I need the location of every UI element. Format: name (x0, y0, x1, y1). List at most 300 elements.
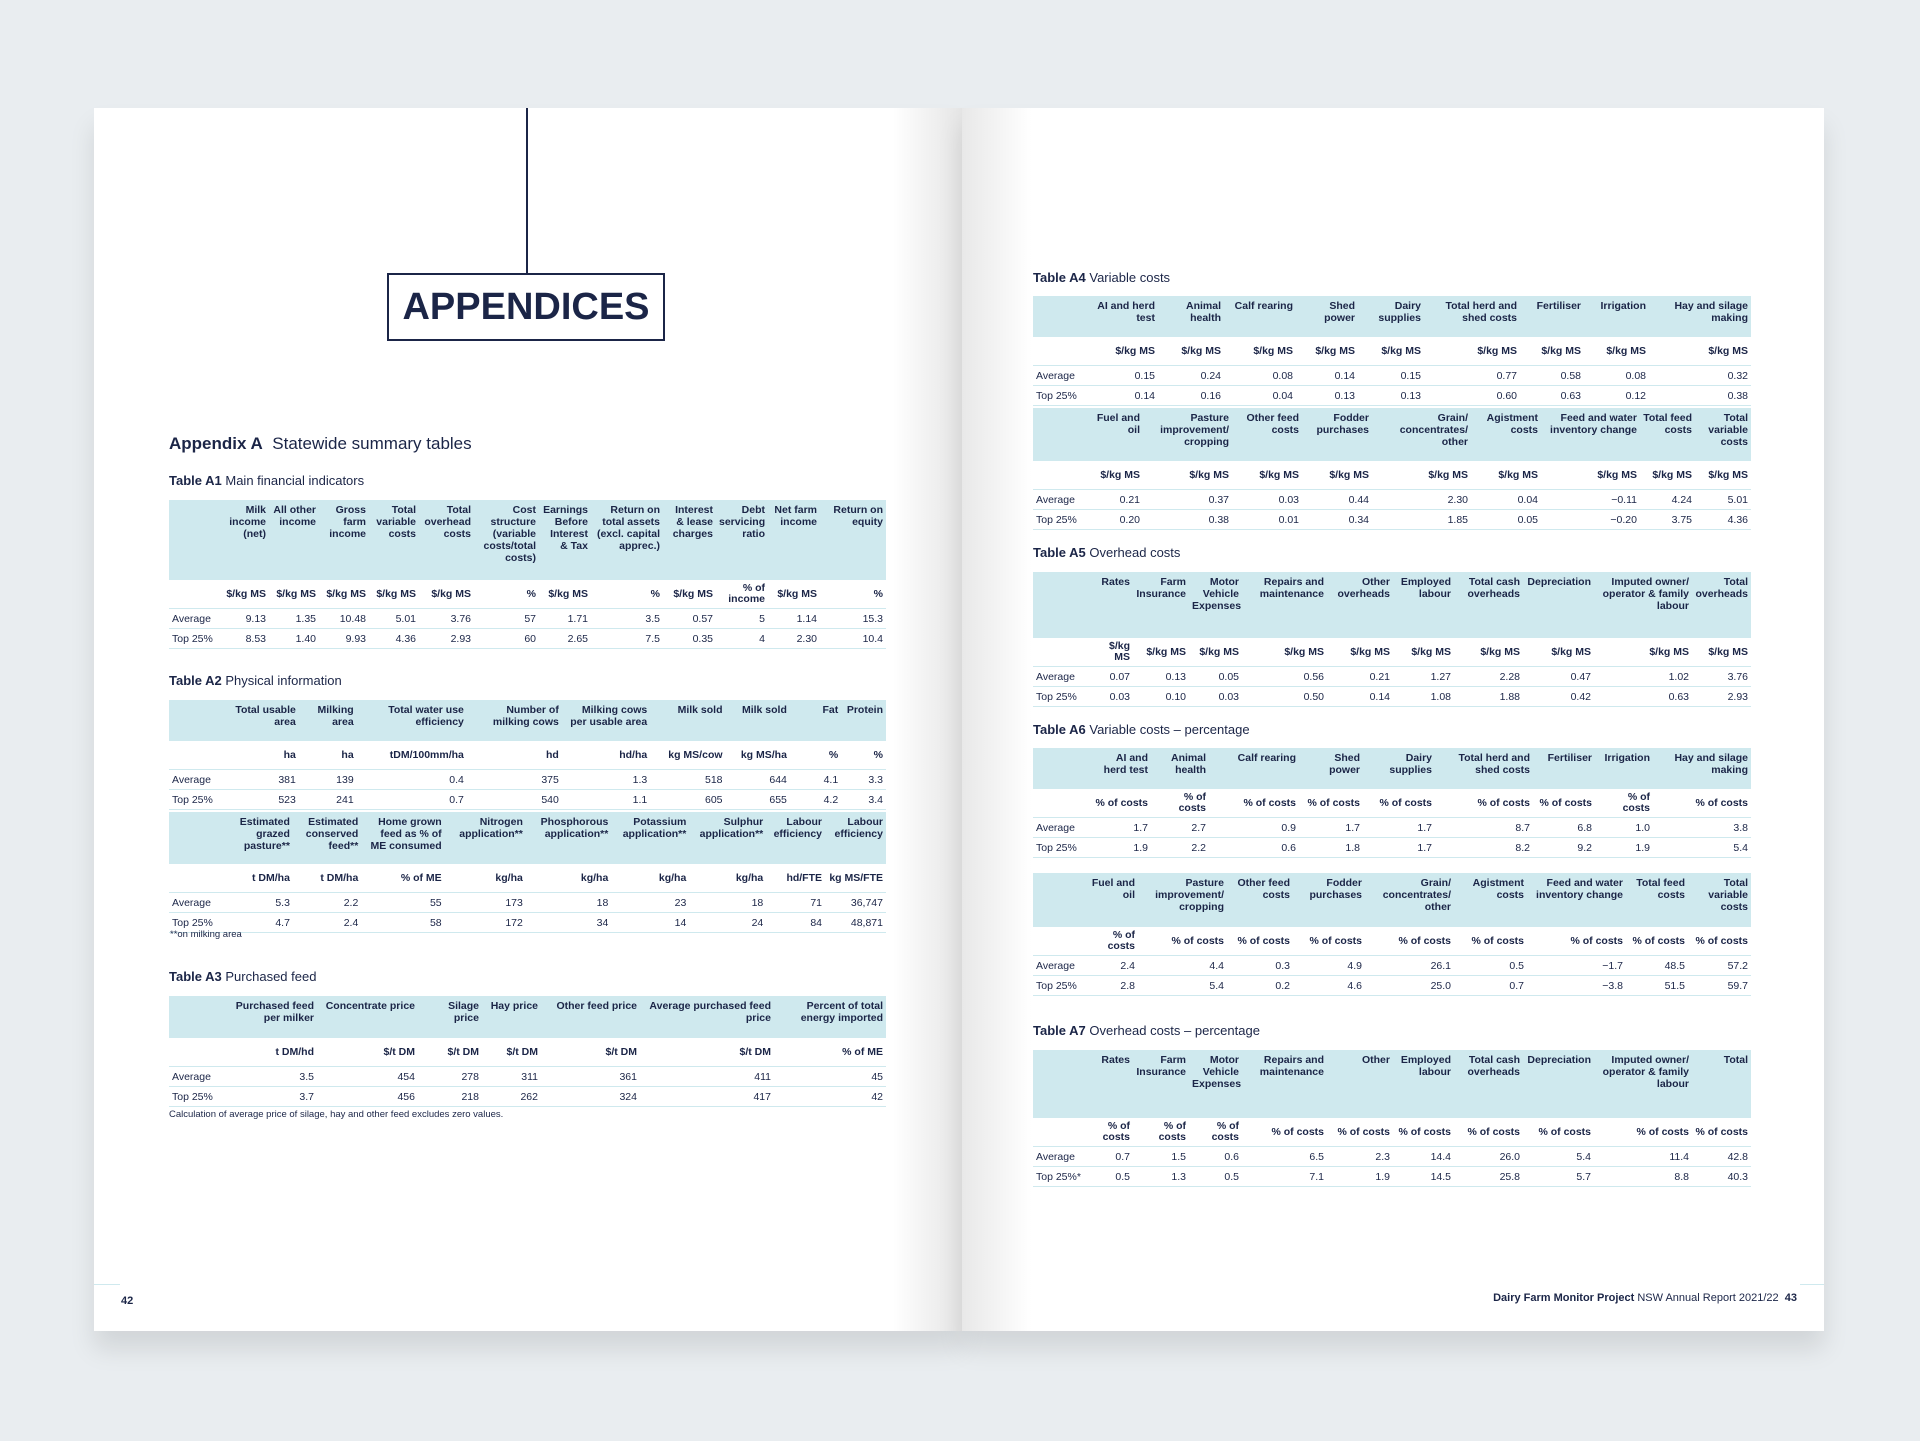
table-cell: 454 (317, 1067, 418, 1087)
unit-cell: hd (467, 741, 562, 770)
page-heading: APPENDICES (402, 285, 650, 328)
table-cell: 2.30 (768, 629, 820, 649)
table-cell: 411 (640, 1067, 774, 1087)
table-cell: 0.14 (1327, 687, 1393, 707)
column-header: Labour efficiency (766, 812, 825, 864)
table-cell: 4.9 (1293, 956, 1365, 976)
table-cell: 1.5 (1133, 1147, 1189, 1167)
table-cell: −3.8 (1527, 976, 1626, 996)
column-header: Labour efficiency (825, 812, 886, 864)
table-cell: 0.05 (1471, 510, 1541, 530)
table-header-row (1033, 1050, 1751, 1118)
column-header: Debt servicing ratio (716, 500, 768, 580)
table-cell: 58 (361, 913, 444, 933)
unit-cell: $/kg MS (369, 580, 419, 609)
column-header: Gross farm income (319, 500, 369, 580)
unit-cell: % of costs (1227, 927, 1293, 956)
table-cell: 1.1 (562, 790, 650, 810)
right-page (962, 108, 1824, 1331)
table-cell: 4.4 (1138, 956, 1227, 976)
unit-cell: t DM/hd (219, 1038, 317, 1067)
table-cell: 361 (541, 1067, 640, 1087)
table-cell: 1.85 (1372, 510, 1471, 530)
table-cell: 1.40 (269, 629, 319, 649)
table-a7 (1033, 1050, 1751, 1187)
table-cell: 3.76 (419, 609, 474, 629)
table-a2-title: Table A2 Physical information (169, 673, 342, 688)
column-header: Total herd and shed costs (1435, 748, 1533, 789)
column-header: Grain/ concentrates/ other (1372, 408, 1471, 461)
table-cell: 2.7 (1151, 818, 1209, 838)
column-header: Other feed costs (1232, 408, 1302, 461)
unit-cell: $/kg MS (1296, 337, 1358, 366)
column-header: Total variable costs (1695, 408, 1751, 461)
table-row (1033, 1147, 1751, 1167)
table-cell: 1.3 (1133, 1167, 1189, 1187)
unit-cell (169, 1038, 219, 1067)
row-label: Average (169, 893, 222, 913)
unit-cell: % of costs (1138, 927, 1227, 956)
row-label: Average (169, 770, 224, 790)
table-units-row (169, 580, 886, 609)
unit-cell (169, 741, 224, 770)
table-cell: 0.42 (1523, 687, 1594, 707)
column-header: Repairs and maintenance (1242, 1050, 1327, 1118)
unit-cell: $/kg MS (319, 580, 369, 609)
unit-cell: % (790, 741, 841, 770)
table-cell: 1.02 (1594, 667, 1692, 687)
table-cell: 1.88 (1454, 687, 1523, 707)
unit-cell: kg/ha (526, 864, 611, 893)
table-cell: 5.01 (369, 609, 419, 629)
column-header: Grain/ concentrates/ other (1365, 873, 1454, 927)
unit-cell: $/kg MS (1242, 638, 1327, 667)
table-a5-title: Table A5 Overhead costs (1033, 545, 1181, 560)
table-cell: 59.7 (1688, 976, 1751, 996)
table-cell: 139 (299, 770, 357, 790)
column-header: Employed labour (1393, 1050, 1454, 1118)
unit-cell: $/kg MS (1649, 337, 1751, 366)
table-units-row (169, 864, 886, 893)
table-cell: 1.8 (1299, 838, 1363, 858)
table-cell: 0.05 (1189, 667, 1242, 687)
row-label: Top 25% (169, 629, 219, 649)
table-units-row (169, 741, 886, 770)
column-header: Total cash overheads (1454, 572, 1523, 638)
table-cell: 0.57 (663, 609, 716, 629)
table-cell: 0.5 (1088, 1167, 1133, 1187)
row-label: Average (1033, 366, 1088, 386)
table-cell: 1.3 (562, 770, 650, 790)
table-row (1033, 667, 1751, 687)
unit-cell: $/kg MS (1695, 461, 1751, 490)
column-header: Home grown feed as % of ME consumed (361, 812, 444, 864)
table-row (169, 790, 886, 810)
table-cell: 4.7 (222, 913, 293, 933)
appendix-label: Appendix A (169, 434, 263, 453)
table-row (169, 1067, 886, 1087)
table-cell: 4.36 (1695, 510, 1751, 530)
table-cell: 0.03 (1232, 490, 1302, 510)
column-header: Dairy supplies (1358, 296, 1424, 337)
table-cell: 540 (467, 790, 562, 810)
unit-cell: $/kg MS (1424, 337, 1520, 366)
column-header (169, 500, 219, 580)
table-a6-part2 (1033, 873, 1751, 996)
column-header: Dairy supplies (1363, 748, 1435, 789)
column-header: Purchased feed per milker (219, 996, 317, 1038)
table-cell: 0.5 (1189, 1167, 1242, 1187)
table-cell: 42 (774, 1087, 886, 1107)
table-cell: 262 (482, 1087, 541, 1107)
row-label: Average (169, 609, 219, 629)
column-header: Rates (1088, 1050, 1133, 1118)
unit-cell: kg/ha (611, 864, 689, 893)
table-row (169, 629, 886, 649)
column-header (1033, 408, 1088, 461)
table-cell: 11.4 (1594, 1147, 1692, 1167)
table-cell: 2.4 (293, 913, 361, 933)
column-header: Fuel and oil (1088, 873, 1138, 927)
unit-cell (1033, 1118, 1088, 1147)
table-row (169, 609, 886, 629)
unit-cell: % of costs (1393, 1118, 1454, 1147)
column-header: Agistment costs (1471, 408, 1541, 461)
unit-cell: % of costs (1365, 927, 1454, 956)
table-cell: 0.01 (1232, 510, 1302, 530)
table-cell: 1.35 (269, 609, 319, 629)
unit-cell (169, 580, 219, 609)
page-footer (1493, 1292, 1797, 1304)
table-cell: 26.1 (1365, 956, 1454, 976)
table-cell: 0.13 (1358, 386, 1424, 406)
unit-cell: t DM/ha (222, 864, 293, 893)
table-cell: 218 (418, 1087, 482, 1107)
column-header: Total variable costs (1688, 873, 1751, 927)
column-header (169, 996, 219, 1038)
table-cell: 0.58 (1520, 366, 1584, 386)
table-cell: 417 (640, 1087, 774, 1107)
unit-cell: % of costs (1299, 789, 1363, 818)
column-header: Estimated conserved feed** (293, 812, 361, 864)
table-cell: 241 (299, 790, 357, 810)
table-cell: 0.10 (1133, 687, 1189, 707)
table-units-row (1033, 789, 1751, 818)
column-header (169, 812, 222, 864)
table-units-row (169, 1038, 886, 1067)
column-header: Percent of total energy imported (774, 996, 886, 1038)
table-row (1033, 687, 1751, 707)
column-header: Calf rearing (1209, 748, 1299, 789)
table-cell: 14.5 (1393, 1167, 1454, 1187)
table-cell: 5.4 (1653, 838, 1751, 858)
table-cell: 0.60 (1424, 386, 1520, 406)
unit-cell: % of costs (1527, 927, 1626, 956)
table-units-row (1033, 1118, 1751, 1147)
unit-cell: % (820, 580, 886, 609)
table-row (1033, 366, 1751, 386)
table-header-row (169, 996, 886, 1038)
table-row (169, 913, 886, 933)
table-cell: 18 (689, 893, 766, 913)
unit-cell: $/t DM (640, 1038, 774, 1067)
table-cell: 2.2 (293, 893, 361, 913)
table-cell: 42.8 (1692, 1147, 1751, 1167)
unit-cell: % of costs (1653, 789, 1751, 818)
column-header: Feed and water inventory change (1541, 408, 1640, 461)
unit-cell: $/t DM (317, 1038, 418, 1067)
unit-cell: $/kg MS (1158, 337, 1224, 366)
column-header: Irrigation (1595, 748, 1653, 789)
column-header: Farm Insurance (1133, 1050, 1189, 1118)
table-cell: 0.12 (1584, 386, 1649, 406)
row-label: Top 25% (169, 790, 224, 810)
row-label: Top 25%* (1033, 1167, 1088, 1187)
column-header (1033, 1050, 1088, 1118)
unit-cell: % of costs (1088, 927, 1138, 956)
table-a5 (1033, 572, 1751, 707)
table-cell: 9.2 (1533, 838, 1595, 858)
unit-cell: kg MS/FTE (825, 864, 886, 893)
table-cell: 4.24 (1640, 490, 1695, 510)
footer-project: Dairy Farm Monitor Project (1493, 1292, 1635, 1304)
table-cell: 2.65 (539, 629, 591, 649)
unit-cell: kg MS/ha (726, 741, 790, 770)
column-header: Total usable area (224, 700, 299, 741)
table-units-row (1033, 461, 1751, 490)
unit-cell: $/kg MS (1224, 337, 1296, 366)
unit-cell: $/kg MS (768, 580, 820, 609)
unit-cell: $/t DM (418, 1038, 482, 1067)
table-cell: 60 (474, 629, 539, 649)
appendices-heading-box (387, 273, 665, 341)
table-row (1033, 818, 1751, 838)
column-header: Phosphorous application** (526, 812, 611, 864)
table-cell: 1.08 (1393, 687, 1454, 707)
table-cell: 1.7 (1363, 818, 1435, 838)
table-row (1033, 386, 1751, 406)
unit-cell: $/kg MS (1088, 337, 1158, 366)
unit-cell: kg MS/cow (650, 741, 725, 770)
unit-cell: $/kg MS (1302, 461, 1372, 490)
right-page-number: 43 (1784, 1292, 1797, 1304)
unit-cell: % (474, 580, 539, 609)
table-cell: 0.04 (1224, 386, 1296, 406)
column-header: Sulphur application** (689, 812, 766, 864)
table-row (169, 1087, 886, 1107)
unit-cell: $/t DM (541, 1038, 640, 1067)
column-header: Hay price (482, 996, 541, 1038)
table-cell: 1.7 (1299, 818, 1363, 838)
unit-cell: % of income (716, 580, 768, 609)
column-header: Milking cows per usable area (562, 700, 650, 741)
table-cell: 0.5 (1454, 956, 1527, 976)
column-header: Animal health (1151, 748, 1209, 789)
row-label: Average (1033, 667, 1088, 687)
table-cell: 0.08 (1584, 366, 1649, 386)
row-label: Average (1033, 1147, 1088, 1167)
table-cell: 48,871 (825, 913, 886, 933)
table-cell: 4.1 (790, 770, 841, 790)
table-header-row (1033, 408, 1751, 461)
unit-cell: % of costs (1327, 1118, 1393, 1147)
column-header: Net farm income (768, 500, 820, 580)
column-header: Fodder purchases (1293, 873, 1365, 927)
table-cell: 71 (766, 893, 825, 913)
unit-cell: % of costs (1242, 1118, 1327, 1147)
row-label: Top 25% (1033, 976, 1088, 996)
column-header: Total overhead costs (419, 500, 474, 580)
column-header (1033, 748, 1088, 789)
column-header: Potassium application** (611, 812, 689, 864)
column-header: Milk income (net) (219, 500, 269, 580)
table-cell: 0.3 (1227, 956, 1293, 976)
table-cell: 0.03 (1189, 687, 1242, 707)
table-cell: 5 (716, 609, 768, 629)
table-cell: −0.20 (1541, 510, 1640, 530)
table-cell: 23 (611, 893, 689, 913)
table-cell: 57 (474, 609, 539, 629)
table-a1-title: Table A1 Main financial indicators (169, 473, 365, 488)
unit-cell: $/kg MS (1133, 638, 1189, 667)
table-units-row (1033, 927, 1751, 956)
column-header: Silage price (418, 996, 482, 1038)
unit-cell: % of costs (1435, 789, 1533, 818)
table-cell: 4.6 (1293, 976, 1365, 996)
unit-cell: $/kg MS (1088, 638, 1133, 667)
table-cell: 10.48 (319, 609, 369, 629)
column-header: Total variable costs (369, 500, 419, 580)
table-cell: 0.63 (1594, 687, 1692, 707)
table-cell: 0.35 (663, 629, 716, 649)
column-header: Shed power (1299, 748, 1363, 789)
row-label: Top 25% (1033, 510, 1088, 530)
table-cell: 1.71 (539, 609, 591, 629)
column-header: AI and herd test (1088, 748, 1151, 789)
unit-cell: % of costs (1151, 789, 1209, 818)
column-header: Motor Vehicle Expenses (1189, 1050, 1242, 1118)
table-cell: 4 (716, 629, 768, 649)
column-header (1033, 572, 1088, 638)
row-label: Top 25% (1033, 838, 1088, 858)
column-header: Total cash overheads (1454, 1050, 1523, 1118)
unit-cell: $/kg MS (1523, 638, 1594, 667)
table-cell: 518 (650, 770, 725, 790)
table-row (1033, 490, 1751, 510)
row-label: Average (1033, 490, 1088, 510)
column-header: Protein (841, 700, 886, 741)
table-cell: 5.3 (222, 893, 293, 913)
table-cell: 3.3 (841, 770, 886, 790)
column-header: Depreciation (1523, 572, 1594, 638)
unit-cell: $/kg MS (419, 580, 474, 609)
table-cell: 375 (467, 770, 562, 790)
table-cell: 0.77 (1424, 366, 1520, 386)
table-cell: 45 (774, 1067, 886, 1087)
table-a3 (169, 996, 886, 1107)
table-cell: 0.15 (1358, 366, 1424, 386)
table-cell: 0.38 (1143, 510, 1232, 530)
unit-cell: % of costs (1209, 789, 1299, 818)
table-cell: 381 (224, 770, 299, 790)
unit-cell: % of ME (774, 1038, 886, 1067)
unit-cell: hd/FTE (766, 864, 825, 893)
table-cell: 5.4 (1138, 976, 1227, 996)
table-cell: 0.47 (1523, 667, 1594, 687)
column-header: Other feed costs (1227, 873, 1293, 927)
table-cell: 0.15 (1088, 366, 1158, 386)
column-header: Return on total assets (excl. capital apprec.) (591, 500, 663, 580)
table-cell: 3.4 (841, 790, 886, 810)
table-row (169, 770, 886, 790)
table-cell: 324 (541, 1087, 640, 1107)
column-header: Milking area (299, 700, 357, 741)
table-a7-title: Table A7 Overhead costs – percentage (1033, 1023, 1260, 1038)
unit-cell: hd/ha (562, 741, 650, 770)
table-header-row (1033, 572, 1751, 638)
unit-cell (169, 864, 222, 893)
table-cell: 0.04 (1471, 490, 1541, 510)
unit-cell (1033, 789, 1088, 818)
unit-cell: % (841, 741, 886, 770)
table-cell: 1.9 (1088, 838, 1151, 858)
row-label: Average (169, 1067, 219, 1087)
table-cell: 172 (445, 913, 526, 933)
appendix-heading (169, 434, 472, 454)
unit-cell: $/kg MS (1393, 638, 1454, 667)
unit-cell (1033, 927, 1088, 956)
column-header: Imputed owner/ operator & family labour (1594, 572, 1692, 638)
row-label: Top 25% (1033, 687, 1088, 707)
table-cell: 0.32 (1649, 366, 1751, 386)
column-header: Other (1327, 1050, 1393, 1118)
column-header: Concentrate price (317, 996, 418, 1038)
unit-cell: % of costs (1088, 789, 1151, 818)
unit-cell: % (591, 580, 663, 609)
table-cell: 0.34 (1302, 510, 1372, 530)
table-cell: 84 (766, 913, 825, 933)
table-a2-part2 (169, 812, 886, 933)
column-header: Depreciation (1523, 1050, 1594, 1118)
table-cell: 9.13 (219, 609, 269, 629)
column-header: All other income (269, 500, 319, 580)
table-cell: 7.1 (1242, 1167, 1327, 1187)
table-a3-note: Calculation of average price of silage, hay and other feed excludes zero values. (169, 1109, 504, 1120)
table-cell: 655 (726, 790, 790, 810)
column-header: Shed power (1296, 296, 1358, 337)
unit-cell: ha (299, 741, 357, 770)
unit-cell: $/kg MS (1584, 337, 1649, 366)
table-header-row (169, 812, 886, 864)
table-cell: 10.4 (820, 629, 886, 649)
column-header: Total feed costs (1640, 408, 1695, 461)
column-header: Milk sold (726, 700, 790, 741)
column-header: Farm Insurance (1133, 572, 1189, 638)
table-cell: 48.5 (1626, 956, 1688, 976)
unit-cell: ha (224, 741, 299, 770)
table-cell: 40.3 (1692, 1167, 1751, 1187)
table-cell: 0.9 (1209, 818, 1299, 838)
unit-cell: $/kg MS (1372, 461, 1471, 490)
table-cell: 1.27 (1393, 667, 1454, 687)
table-cell: 24 (689, 913, 766, 933)
table-cell: 2.4 (1088, 956, 1138, 976)
table-cell: 456 (317, 1087, 418, 1107)
table-cell: 55 (361, 893, 444, 913)
table-units-row (1033, 337, 1751, 366)
unit-cell: $/kg MS (1088, 461, 1143, 490)
column-header: Milk sold (650, 700, 725, 741)
